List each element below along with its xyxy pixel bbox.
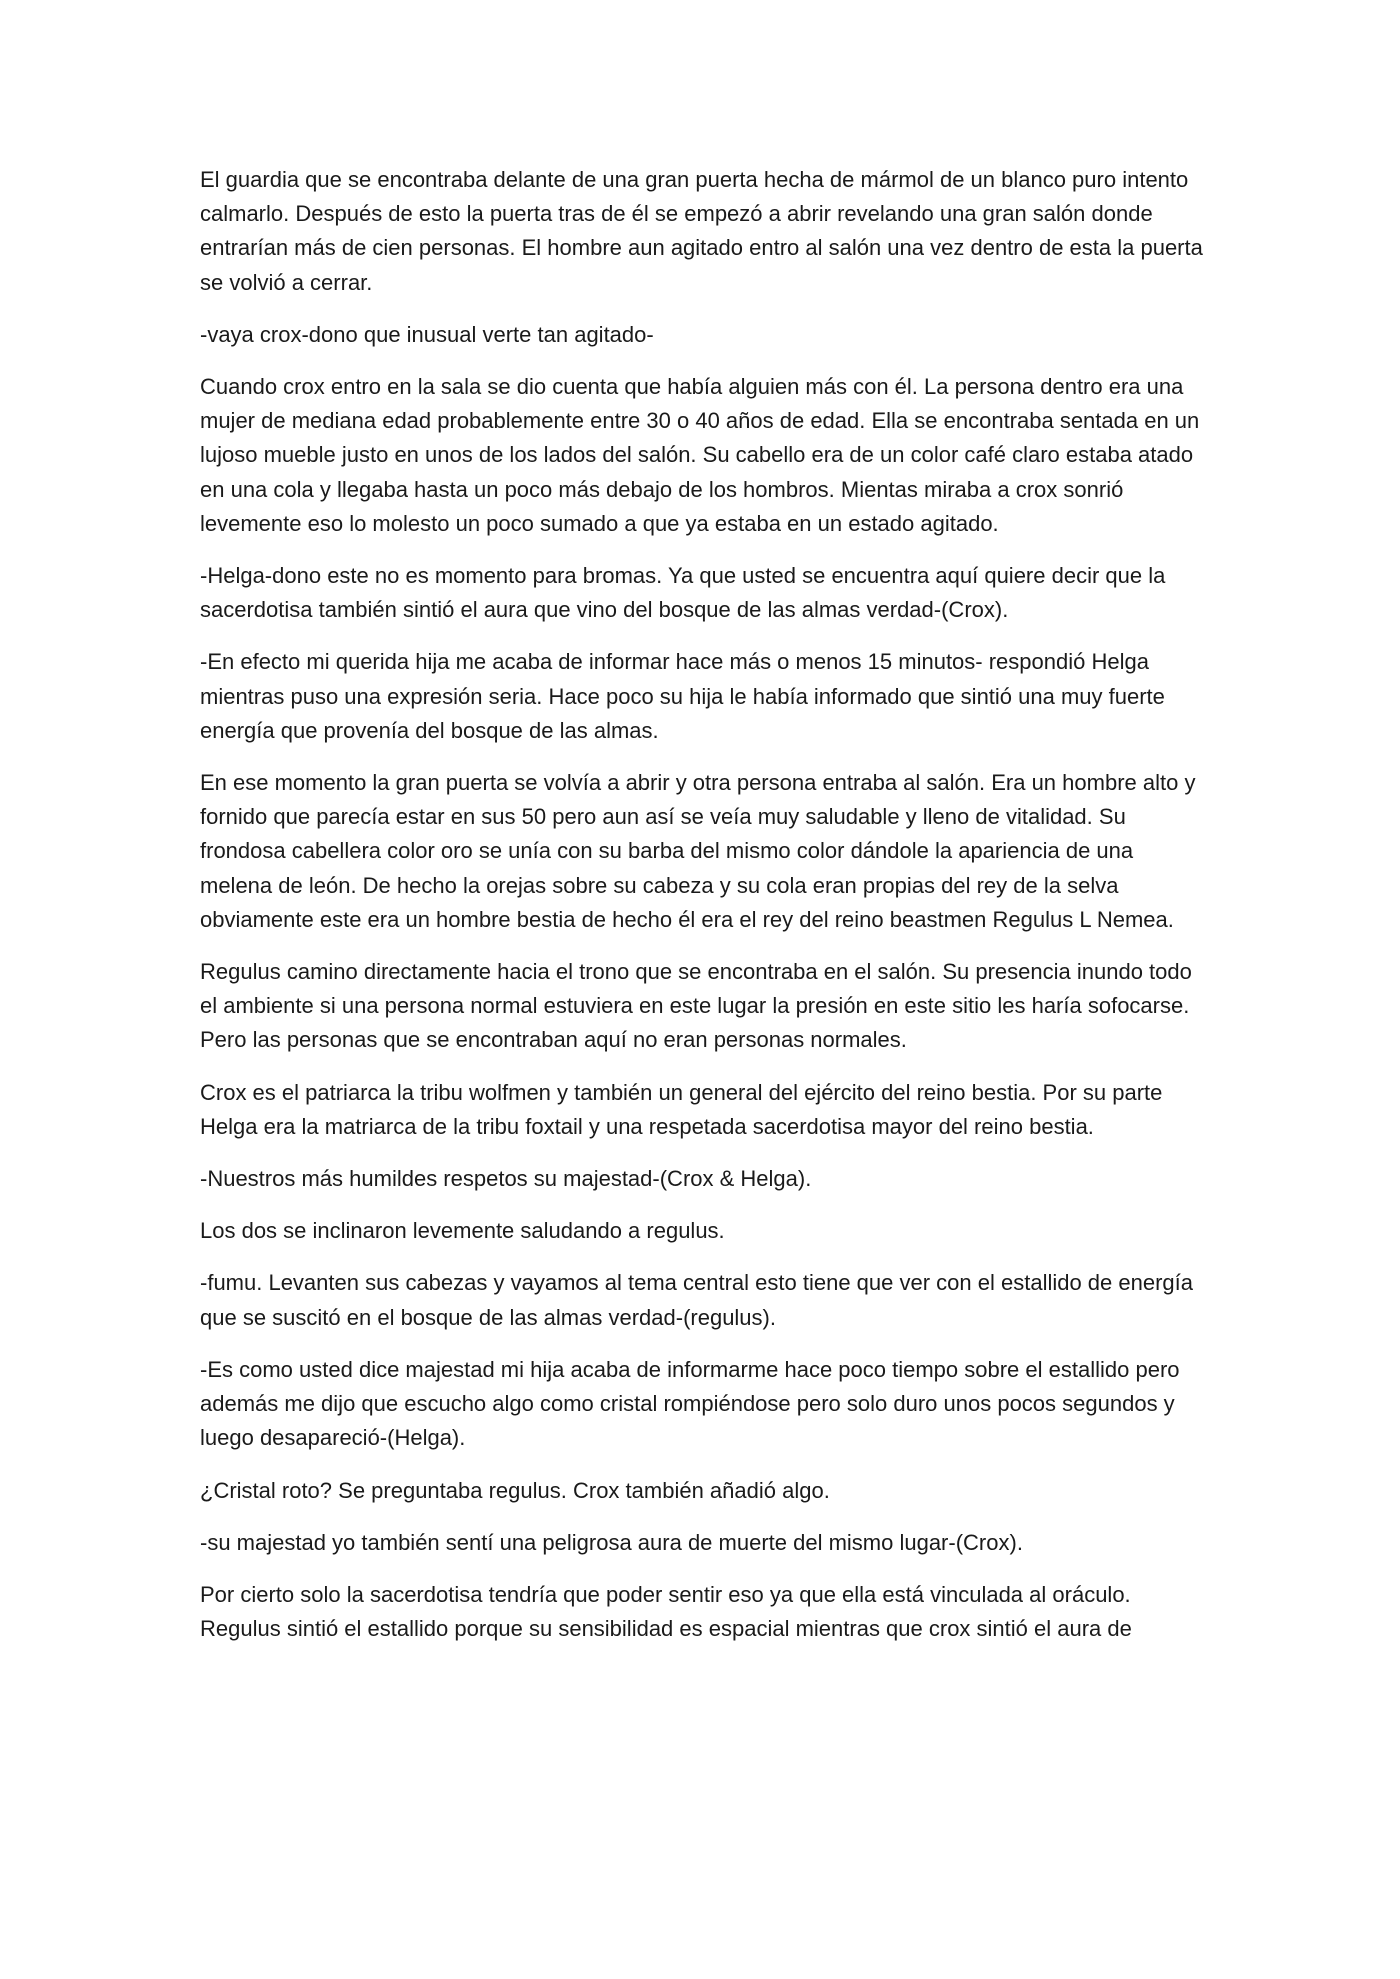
paragraph-11: -fumu. Levanten sus cabezas y vayamos al tema central esto tiene que ver con el estallido de energía que se suscitó en el bosque de las almas verdad-(regulus).: [200, 1270, 1194, 1330]
paragraph-1: El guardia que se encontraba delante de una gran puerta hecha de mármol de un blanco puro intento calmarlo. Después de esto la puerta tras de él se empezó a abrir revelando una gran salón donde entrarían más de cien personas. El hombre aun agitado entro al salón una vez dentro de esta la puerta se volvió a cerrar.: [200, 167, 1203, 295]
paragraph-5: -En efecto mi querida hija me acaba de informar hace más o menos 15 minutos- respondió Helga mientras puso una expresión seria. Hace poco su hija le había informado que sintió una muy fuerte energía que provenía del bosque de las almas.: [200, 649, 1165, 743]
paragraph-7: Regulus camino directamente hacia el trono que se encontraba en el salón. Su presencia inundo todo el ambiente si una persona normal estuviera en este lugar la presión en este sitio les haría sofocarse. Pero las personas que se encontraban aquí no eran personas normales.: [200, 959, 1192, 1053]
paragraph-8: Crox es el patriarca la tribu wolfmen y también un general del ejército del reino bestia. Por su parte Helga era la matriarca de la tribu foxtail y una respetada sacerdotisa mayor del reino bestia.: [200, 1079, 1163, 1139]
paragraph-10: Los dos se inclinaron levemente saludando a regulus.: [200, 1218, 725, 1244]
paragraph-12: -Es como usted dice majestad mi hija acaba de informarme hace poco tiempo sobre el estallido pero además me dijo que escucho algo como cristal rompiéndose pero solo duro unos pocos segundos y luego desapareció-(Helga).: [200, 1356, 1180, 1451]
paragraph-3: Cuando crox entro en la sala se dio cuenta que había alguien más con él. La persona dentro era una mujer de mediana edad probablemente entre 30 o 40 años de edad. Ella se encontraba sentada en un lujoso mueble justo en unos de los lados del salón. Su cabello era de un color café claro estaba atado en una cola y llegaba hasta un poco más debajo de los hombros. Mientas miraba a crox sonrió levemente eso lo molesto un poco sumado a que ya estaba en un estado agitado.: [200, 374, 1200, 536]
paragraph-4: -Helga-dono este no es momento para bromas. Ya que usted se encuentra aquí quiere decir que la sacerdotisa también sintió el aura que vino del bosque de las almas verdad-(Crox).: [200, 563, 1166, 623]
paragraph-14: -su majestad yo también sentí una peligrosa aura de muerte del mismo lugar-(Crox).: [200, 1529, 1023, 1555]
paragraph-6: En ese momento la gran puerta se volvía a abrir y otra persona entraba al salón. Era un hombre alto y fornido que parecía estar en sus 50 pero aun así se veía muy saludable y lleno de vitalidad. Su frondosa cabellera color oro se unía con su barba del mismo color dándole la apariencia de una melena de león. De hecho la orejas sobre su cabeza y su cola eran propias del rey de la selva obviamente este era un hombre bestia de hecho él era el rey del reino beastmen Regulus L Nemea.: [200, 770, 1196, 932]
document-page: [200, 163, 1210, 1664]
paragraph-15: Por cierto solo la sacerdotisa tendría que poder sentir eso ya que ella está vinculada al oráculo. Regulus sintió el estallido porque su sensibilidad es espacial mientras que crox sintió el aura de: [200, 1581, 1132, 1642]
paragraph-13: ¿Cristal roto? Se preguntaba regulus. Crox también añadió algo.: [200, 1477, 830, 1503]
paragraph-9: -Nuestros más humildes respetos su majestad-(Crox & Helga).: [200, 1166, 812, 1192]
paragraph-2: -vaya crox-dono que inusual verte tan agitado-: [200, 321, 654, 347]
